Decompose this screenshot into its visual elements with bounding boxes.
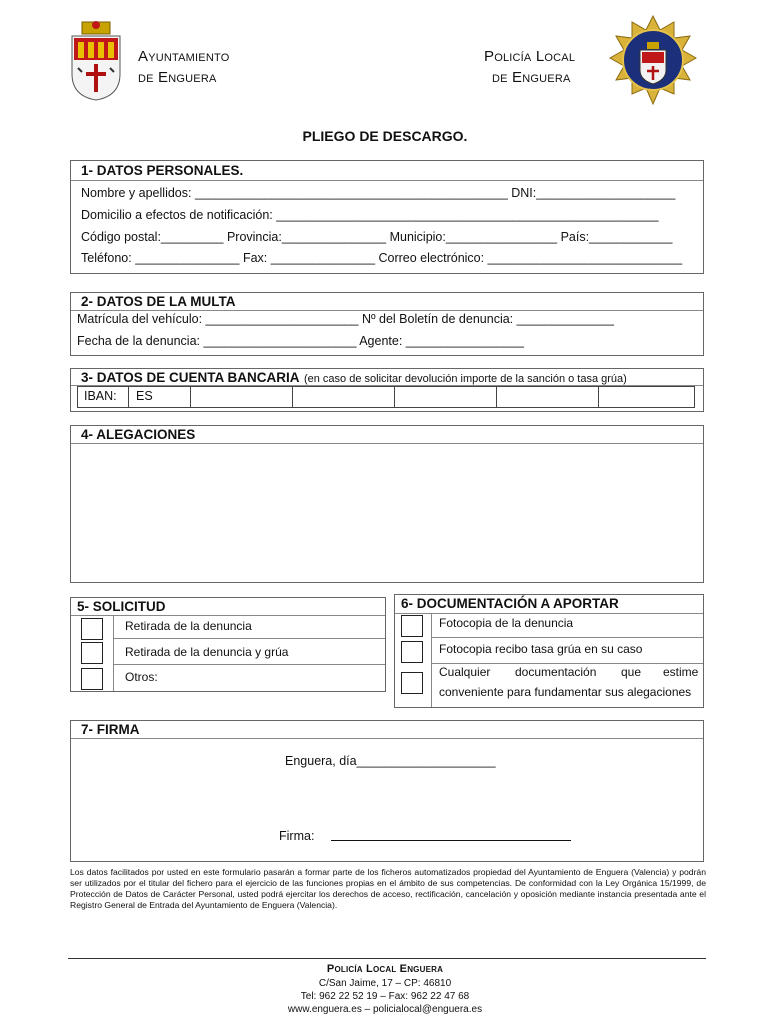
option-label-word: Cualquier bbox=[439, 665, 491, 679]
footer-address: C/San Jaime, 17 – CP: 46810 bbox=[318, 978, 452, 989]
footer-phones: Tel: 962 22 52 19 – Fax: 962 22 47 68 bbox=[300, 991, 470, 1002]
footer-web-email[interactable]: www.enguera.es – policialocal@enguera.es bbox=[287, 1004, 483, 1015]
town-name-line1: Ayuntamiento bbox=[138, 48, 230, 65]
town-coat-of-arms bbox=[68, 20, 124, 102]
address-field[interactable]: Domicilio a efectos de notificación: _______________________________________________________ bbox=[81, 208, 659, 222]
footer-organization: Policía Local Enguera bbox=[326, 963, 444, 975]
personal-data-section bbox=[70, 160, 704, 274]
option-label: Retirada de la denuncia bbox=[125, 619, 252, 633]
allegations-section bbox=[70, 425, 704, 583]
signature-line[interactable] bbox=[331, 840, 571, 841]
section-heading: 1- DATOS PERSONALES. bbox=[81, 163, 244, 178]
request-section bbox=[70, 597, 386, 692]
option-label-line2: conveniente para fundamentar sus alegaciones bbox=[439, 685, 692, 699]
signature-section bbox=[70, 720, 704, 862]
contact-fields[interactable]: Teléfono: _______________ Fax: _______________ Correo electrónico: ____________________________ bbox=[81, 251, 683, 265]
checkbox-withdraw-complaint-and-tow[interactable] bbox=[81, 642, 103, 664]
data-protection-notice: Los datos facilitados por usted en este formulario pasarán a formar parte de los ficheros automatizados propiedad del Ayuntamiento de Enguera (Valencia) y podrán ser utilizados por el titular del fichero para el ejercicio de las funciones propias en el ámbito de sus competencias. De conformidad con la Ley Orgánica 15/1999, de Protección de Datos de Carácter Personal, usted podrá ejercitar los derechos de acceso, rectificación, cancelación y oposición mediante instancia presentada ante el Registro General de Entrada del Ayuntamiento de Enguera (Valencia). bbox=[70, 867, 706, 910]
option-label-word: que bbox=[621, 665, 642, 679]
checkbox-other[interactable] bbox=[81, 668, 103, 690]
documentation-section bbox=[394, 594, 704, 708]
checkbox-withdraw-complaint[interactable] bbox=[81, 618, 103, 640]
town-name-line2: de Enguera bbox=[138, 69, 217, 86]
name-field[interactable]: Nombre y apellidos: _____________________________________________ DNI:____________________ bbox=[81, 186, 676, 200]
section-heading: 4- ALEGACIONES bbox=[81, 427, 196, 442]
section-heading: 7- FIRMA bbox=[81, 722, 140, 737]
option-label: Fotocopia recibo tasa grúa en su caso bbox=[439, 642, 643, 656]
option-label-word: estime bbox=[663, 665, 699, 679]
option-label: Fotocopia de la denuncia bbox=[439, 616, 574, 630]
checkbox-other-documentation[interactable] bbox=[401, 672, 423, 694]
section-heading: 5- SOLICITUD bbox=[77, 599, 166, 614]
police-name-line1: Policía Local bbox=[484, 48, 576, 65]
iban-country-code: ES bbox=[136, 389, 153, 403]
date-field[interactable]: Enguera, día____________________ bbox=[285, 754, 496, 768]
fine-data-section bbox=[70, 292, 704, 356]
footer-divider bbox=[68, 958, 706, 959]
section-note: (en caso de solicitar devolución importe de la sanción o tasa grúa) bbox=[303, 373, 627, 385]
option-label-word: documentación bbox=[515, 665, 597, 679]
iban-label: IBAN: bbox=[84, 389, 117, 403]
bank-account-section bbox=[70, 368, 704, 412]
checkbox-complaint-copy[interactable] bbox=[401, 615, 423, 637]
police-badge-logo bbox=[608, 14, 698, 106]
option-label: Otros: bbox=[125, 670, 158, 684]
document-title: PLIEGO DE DESCARGO. bbox=[302, 128, 468, 144]
option-label: Retirada de la denuncia y grúa bbox=[125, 645, 289, 659]
location-fields[interactable]: Código postal:_________ Provincia:_______________ Municipio:________________ País:____________ bbox=[81, 230, 673, 244]
allegations-textarea[interactable] bbox=[71, 444, 703, 582]
section-heading: 2- DATOS DE LA MULTA bbox=[81, 294, 236, 309]
section-heading: 6- DOCUMENTACIÓN A APORTAR bbox=[401, 596, 619, 611]
section-heading: 3- DATOS DE CUENTA BANCARIA bbox=[81, 370, 300, 385]
plate-and-bulletin-fields[interactable]: Matrícula del vehículo: ______________________ Nº del Boletín de denuncia: ______________ bbox=[77, 312, 614, 326]
date-and-agent-fields[interactable]: Fecha de la denuncia: ______________________ Agente: _________________ bbox=[77, 334, 524, 348]
police-name-line2: de Enguera bbox=[492, 69, 571, 86]
signature-label: Firma: bbox=[279, 829, 315, 843]
iban-grid[interactable] bbox=[77, 386, 695, 408]
checkbox-tow-receipt-copy[interactable] bbox=[401, 641, 423, 663]
